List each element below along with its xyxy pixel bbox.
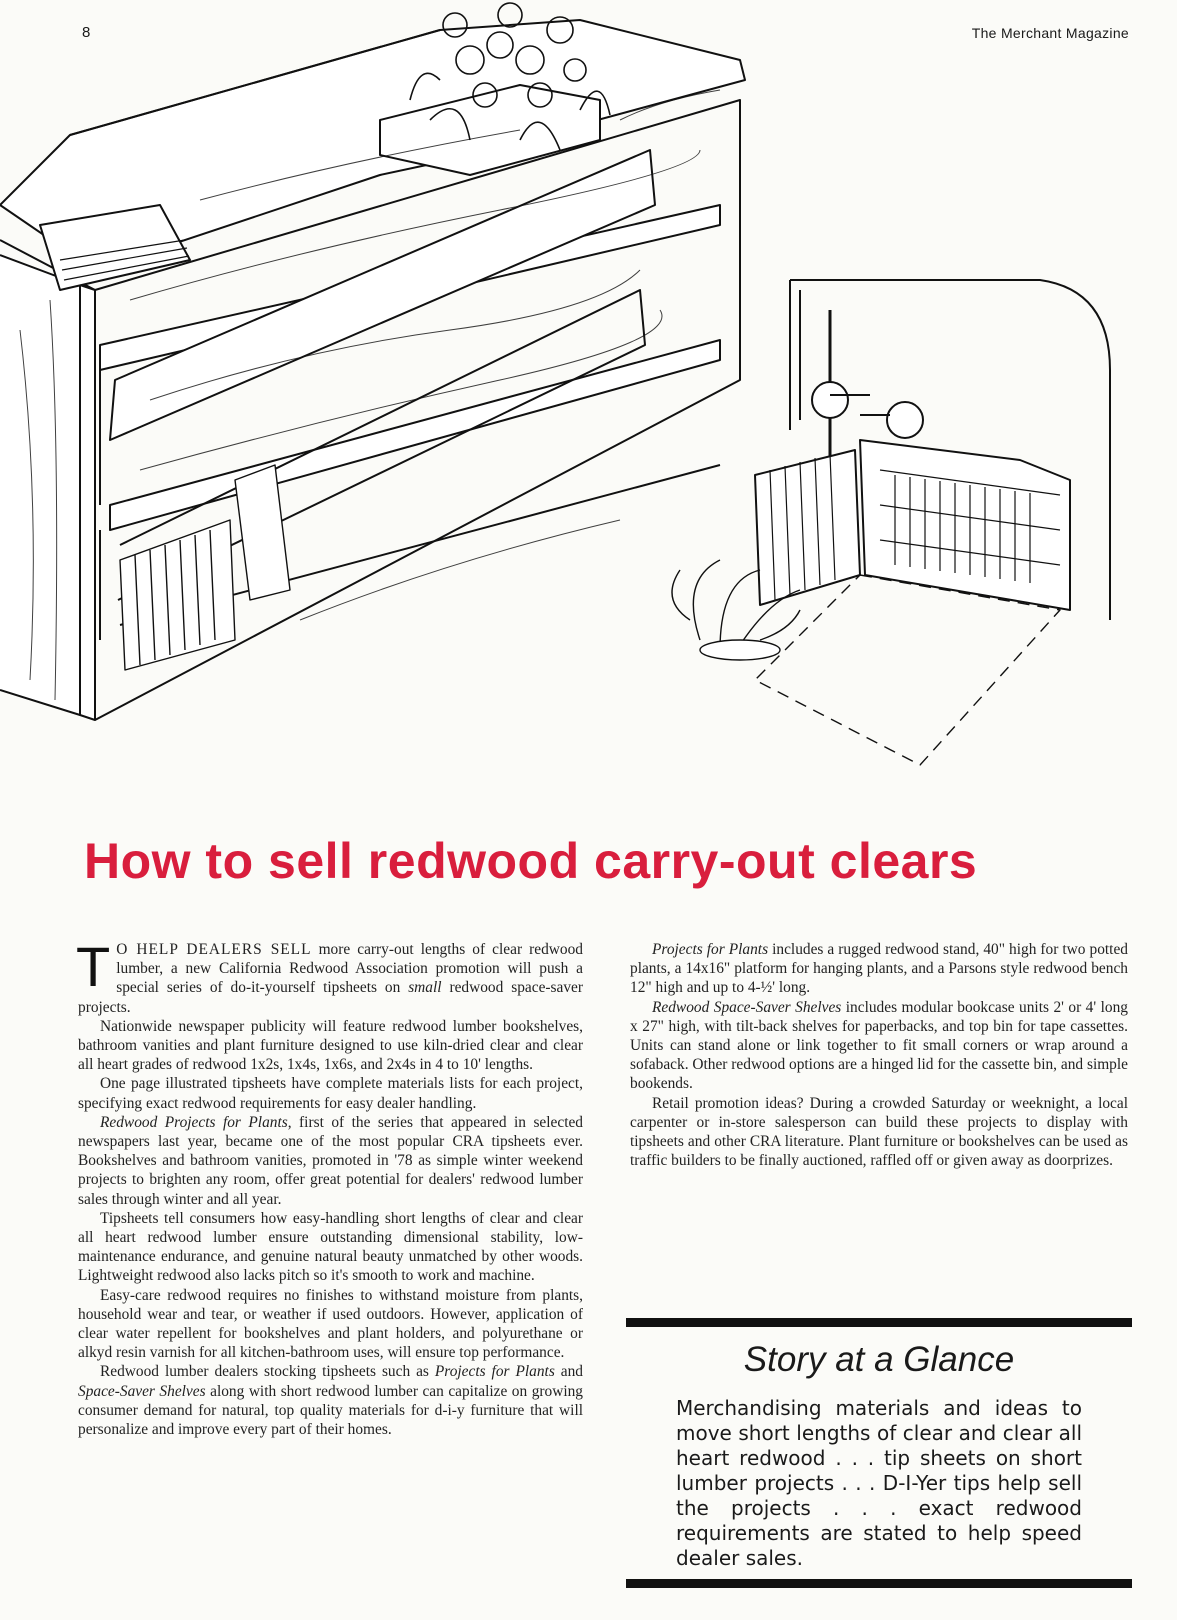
lead-paragraph [76,935,584,1017]
publication-name: The Merchant Magazine [971,25,1129,41]
paragraph-projects-plants-details [630,940,1128,998]
story-at-a-glance-box [626,1318,1132,1588]
paragraph-space-saver [630,998,1128,1094]
sidebar-top-rule [626,1318,1132,1327]
paragraph-text: Redwood lumber dealers stocking tipsheets such as [100,1363,435,1381]
redwood-furniture-illustration [0,0,1177,800]
article-column-right [630,940,1128,1170]
lead-end: redwood space-saver projects. [78,979,584,1016]
paragraph-text: includes a rugged redwood stand, 40" high for two potted plants, a 14x16" platform for hanging plants, and a Parsons style redwood bench 12" high and up to 4-½' long. [630,941,1128,997]
title-italic: Redwood Space-Saver Shelves [652,998,842,1016]
sidebar-title: Story at a Glance [743,1340,1015,1379]
drop-cap: T [76,935,111,998]
paragraph-text: , first of the series that appeared in selected newspapers last year, became one of the most popular CRA tipsheets ever. Bookshelves and bathroom vanities, promoted in '78 as simple winter weekend projects to brighten any room, offer great potential for dealers' redwood lumber sales through winter and all year. [78,1113,584,1208]
title-italic: Projects for Plants [434,1363,555,1381]
paragraph-consumers: Tipsheets tell consumers how easy-handling short lengths of clear and clear all heart redwood lumber ensure outstanding dimensional stability, low-maintenance endurance, and genuine natural beauty unmatched by other woods. Lightweight redwood also lacks pitch so it's smooth to work and machine. [78,1209,583,1285]
paragraph-text: along with short redwood lumber can capitalize on growing consumer demand for natural, top quality materials for d-i-y furniture that will personalize and improve every part of their homes. [78,1382,583,1439]
lead-italic: small [408,979,442,997]
title-italic: Space-Saver Shelves [78,1382,206,1400]
sidebar-bottom-rule [626,1579,1132,1588]
article-column-left [76,935,584,1439]
title-italic: Projects for Plants [652,941,769,958]
paragraph-text: includes modular bookcase units 2' or 4' long x 27" high, with tilt-back shelves for paperbacks, and top bin for tape cassettes. Units can stand alone or link together to fit small corners or wrap around a sofaback. Other redwood options are a hinged lid for the cassette bin, and simple bookends. [630,998,1128,1093]
lead-caps: O HELP DEALERS SELL [116,941,312,958]
paragraph-easy-care: Easy-care redwood requires no finishes to withstand moisture from plants, household wear and tear, or weather if used outdoors. However, application of clear water repellent for bookshelves and plant holders, and polyurethane or alkyd resin varnish for all kitchen-bathroom uses, will ensure top performance. [78,1286,583,1362]
paragraph-projects-plants [78,1113,583,1209]
page-number: 8 [82,24,91,41]
title-italic: Redwood Projects for Plants [100,1113,288,1131]
paragraph-text: and [554,1363,583,1381]
paragraph-tipsheets: One page illustrated tipsheets have complete materials lists for each project, specifying exact redwood requirements for easy dealer handling. [78,1075,583,1112]
paragraph-dealers [78,1362,583,1439]
sidebar-body: Merchandising materials and ideas to move short lengths of clear and clear all heart redwood . . . tip sheets on short lumber projects . . . D-I-Yer tips help sell the projects . . . exact redwood requirements are stated to help speed dealer sales. [676,1396,1082,1570]
article-headline: How to sell redwood carry-out clears [84,833,978,889]
paragraph-retail-promotion: Retail promotion ideas? During a crowded Saturday or weeknight, a local carpenter or in-store salesperson can build these projects to display with tipsheets and other CRA literature. Plant furniture or bookshelves can be used as traffic builders to be finally auctioned, raffled off or given away as doorprizes. [630,1094,1128,1170]
lead-text: more carry-out lengths of clear redwood lumber, a new California Redwood Association promotion will push a special series of do-it-yourself tipsheets on [116,941,583,997]
paragraph-publicity: Nationwide newspaper publicity will feature redwood lumber bookshelves, bathroom vanities and plant furniture designed to use kiln-dried clear and clear all heart grades of redwood 1x2s, 1x4s, 1x6s, and 2x4s in 4 to 10' lengths. [78,1017,583,1074]
